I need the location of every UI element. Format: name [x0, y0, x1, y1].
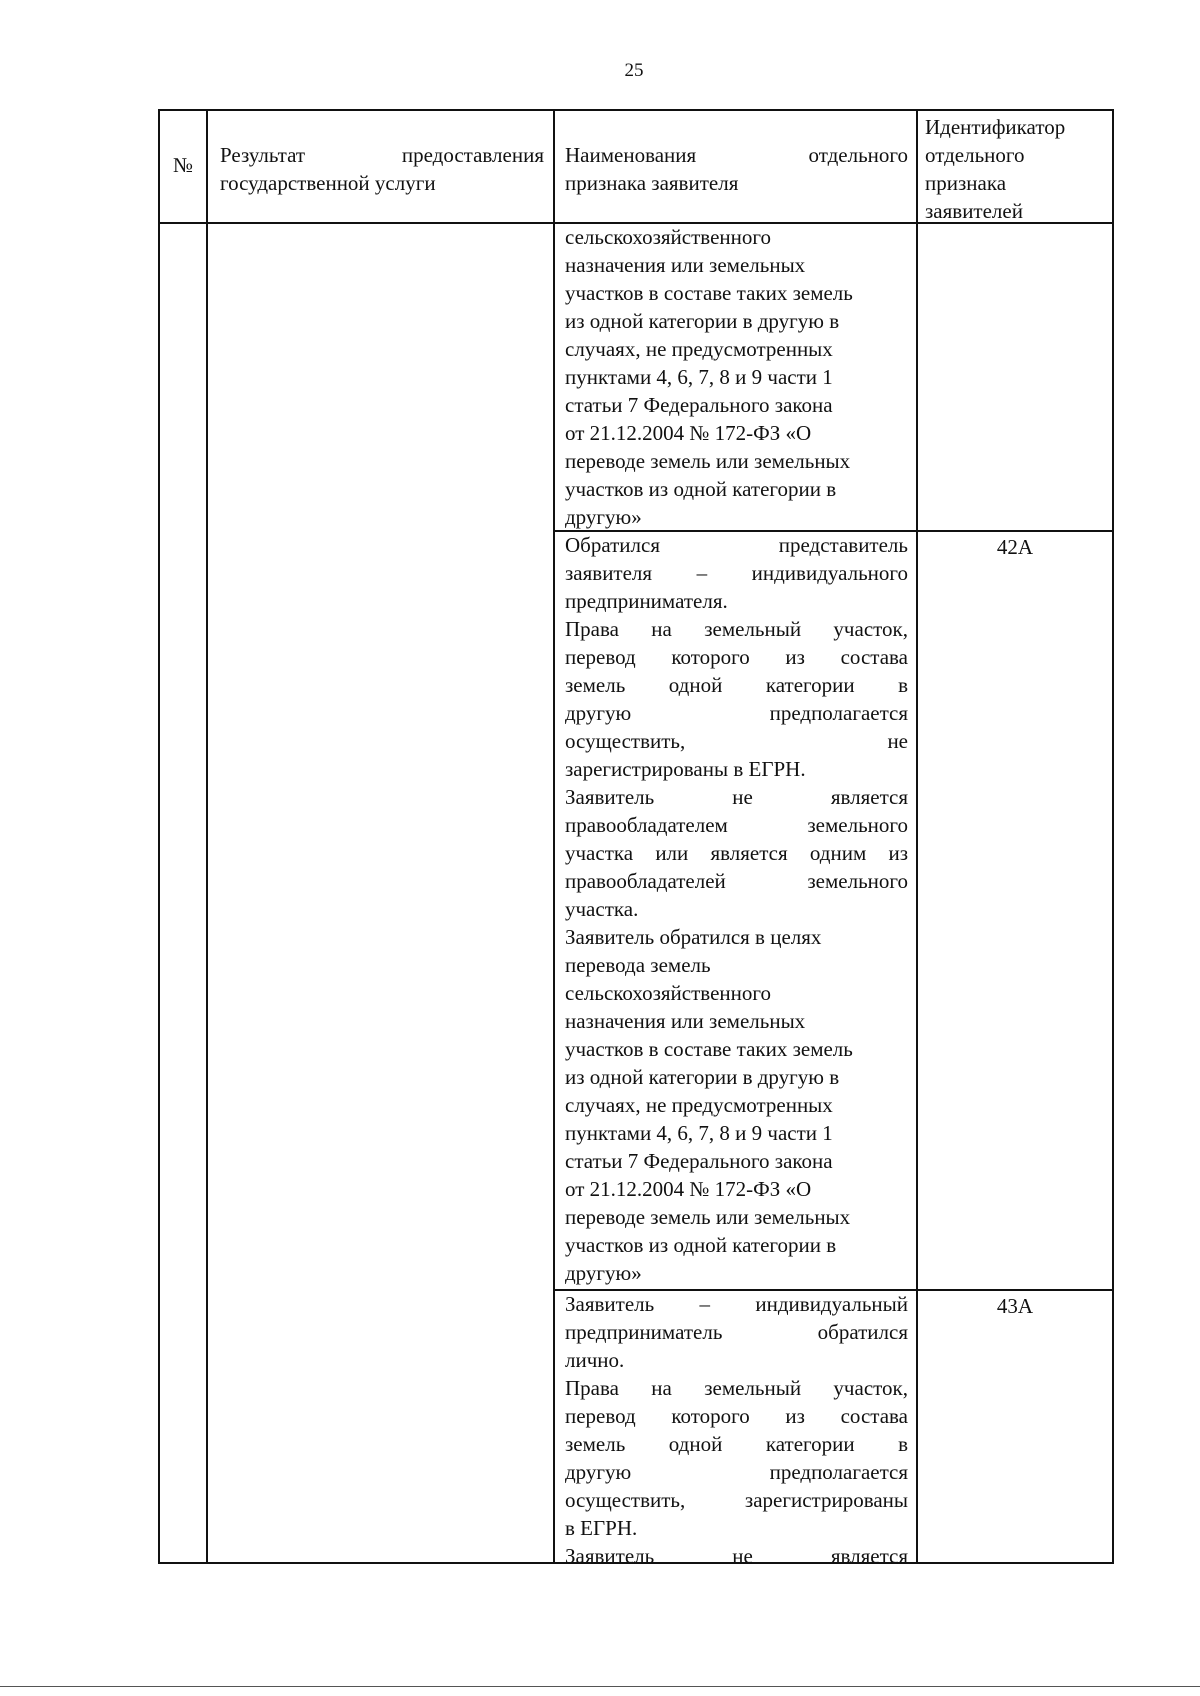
feature-line: земель одной категории в [565, 1432, 908, 1456]
feature-line: лично. [565, 1348, 625, 1372]
feature-line: участков в составе таких земель [565, 1037, 853, 1061]
feature-line: перевод которого из состава [565, 645, 908, 669]
feature-line: Права на земельный участок, [565, 617, 908, 641]
feature-line: назначения или земельных [565, 253, 806, 277]
feature-description [565, 1290, 908, 1570]
header-result-line: государственной услуги [220, 171, 436, 195]
feature-line: предприниматель обратился [565, 1320, 908, 1344]
feature-identifier: 43А [996, 1294, 1034, 1318]
feature-identifier: 42А [996, 535, 1034, 559]
feature-line: переводе земель или земельных [565, 1205, 851, 1229]
feature-line: осуществить, зарегистрированы [565, 1488, 908, 1512]
header-identifier-line: признака [925, 171, 1007, 195]
feature-line: осуществить, не [565, 729, 908, 753]
feature-line: Заявитель не является [565, 785, 908, 809]
feature-line: переводе земель или земельных [565, 449, 851, 473]
feature-description [565, 223, 908, 531]
feature-line: правообладателем земельного [565, 813, 908, 837]
column-divider [553, 111, 555, 1562]
feature-line: Обратился представитель [565, 533, 908, 557]
feature-line: перевод которого из состава [565, 1404, 908, 1428]
header-result [220, 141, 544, 197]
feature-line: Заявитель – индивидуальный [565, 1292, 908, 1316]
feature-line: участка или является одним из [565, 841, 908, 865]
feature-line: участков в составе таких земель [565, 281, 853, 305]
feature-line: сельскохозяйственного [565, 225, 771, 249]
feature-line: участка. [565, 897, 639, 921]
feature-line: статьи 7 Федерального закона [565, 1149, 833, 1173]
page-footer-rule [0, 1686, 1200, 1687]
feature-line: заявителя – индивидуального [565, 561, 908, 585]
feature-line: из одной категории в другую в [565, 309, 840, 333]
feature-description [565, 531, 908, 1287]
feature-line: пунктами 4, 6, 7, 8 и 9 части 1 [565, 365, 833, 389]
header-identifier-line: отдельного [925, 143, 1025, 167]
feature-line: Права на земельный участок, [565, 1376, 908, 1400]
feature-line: назначения или земельных [565, 1009, 806, 1033]
header-identifier-line: заявителей [925, 199, 1023, 223]
feature-line: земель одной категории в [565, 673, 908, 697]
feature-line: из одной категории в другую в [565, 1065, 840, 1089]
feature-line: другую предполагается [565, 701, 908, 725]
feature-line: участков из одной категории в [565, 477, 837, 501]
header-feature-name-line: Наименования отдельного [565, 143, 908, 167]
feature-line: другую предполагается [565, 1460, 908, 1484]
feature-line: участков из одной категории в [565, 1233, 837, 1257]
feature-line: сельскохозяйственного [565, 981, 771, 1005]
header-identifier [925, 113, 1110, 225]
feature-line: правообладателей земельного [565, 869, 908, 893]
feature-line: другую» [565, 1261, 642, 1285]
column-divider [916, 111, 918, 1562]
column-divider [206, 111, 208, 1562]
feature-line: статьи 7 Федерального закона [565, 393, 833, 417]
feature-line: Заявитель не является [565, 1544, 908, 1568]
feature-line: пунктами 4, 6, 7, 8 и 9 части 1 [565, 1121, 833, 1145]
feature-line: случаях, не предусмотренных [565, 337, 833, 361]
header-feature-name-line: признака заявителя [565, 171, 739, 195]
feature-line: другую» [565, 505, 642, 529]
page-number: 25 [624, 60, 644, 81]
feature-line: от 21.12.2004 № 172-ФЗ «О [565, 421, 812, 445]
feature-line: случаях, не предусмотренных [565, 1093, 833, 1117]
feature-line: от 21.12.2004 № 172-ФЗ «О [565, 1177, 812, 1201]
applicant-features-table [158, 109, 1114, 1568]
header-identifier-line: Идентификатор [925, 115, 1066, 139]
feature-line: Заявитель обратился в целях [565, 925, 822, 949]
feature-line: предпринимателя. [565, 589, 728, 613]
feature-line: перевода земель [565, 953, 711, 977]
header-number: № [172, 153, 194, 177]
header-result-line: Результат предоставления [220, 143, 544, 167]
feature-line: в ЕГРН. [565, 1516, 638, 1540]
header-feature-name [565, 141, 908, 197]
feature-line: зарегистрированы в ЕГРН. [565, 757, 806, 781]
